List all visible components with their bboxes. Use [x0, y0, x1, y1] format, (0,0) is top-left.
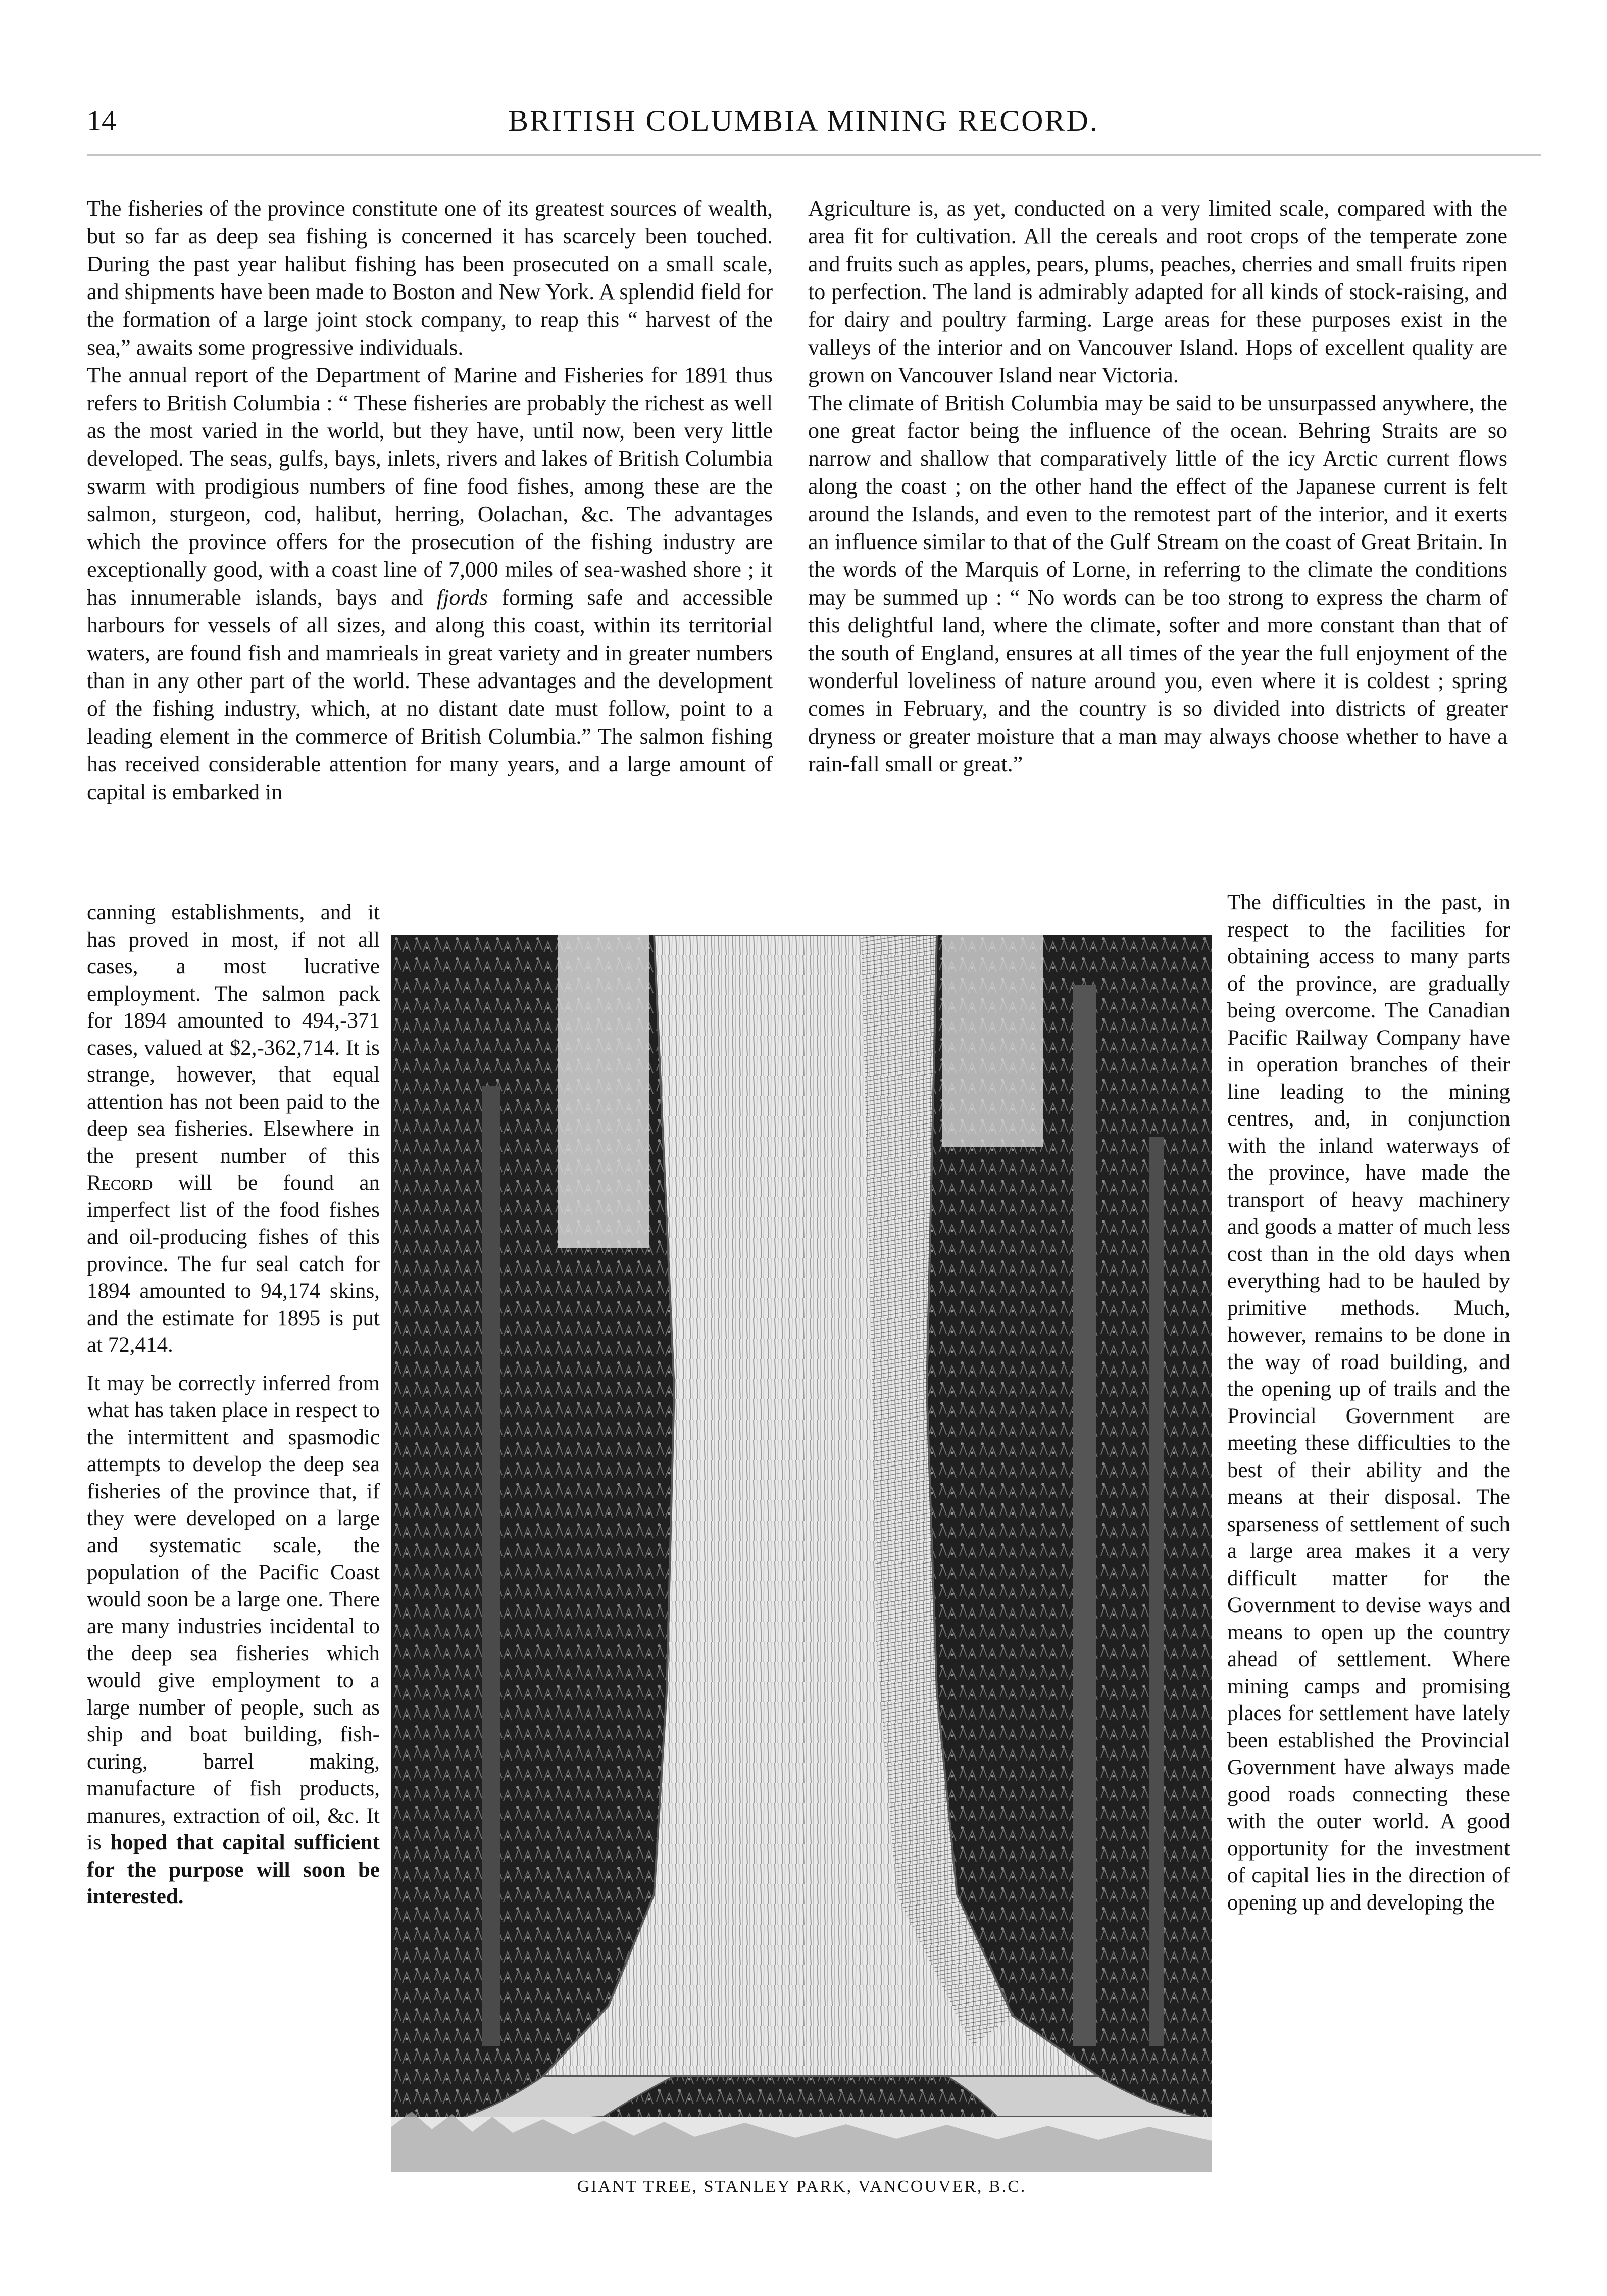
running-head: BRITISH COLUMBIA MINING RECORD. — [508, 104, 1099, 137]
canning-text-a: canning establishments, and it has proved in most, if not all cases, a most lucrative employment. The salmon pack for 1894 amounted to 494,-371 cases, valued at $2,-362,714. It is strange, however, that equal attention has not been paid to the deep sea fisheries. Elsewhere in the present number of this — [87, 901, 380, 1168]
page-header — [0, 104, 1607, 149]
figure-caption: GIANT TREE, STANLEY PARK, VANCOUVER, B.C. — [577, 2177, 1027, 2196]
record-word: Record — [87, 1171, 153, 1195]
annual-report-text-b: forming safe and accessible harbours for vessels of all sizes, and along this coast, within its territorial waters, are found fish and mamrieals in great variety and in greater numbers than in any other part of the world. These advantages and the development of the fishing industry, which, at no distant date must follow, point to a leading element in the commerce of British Columbia.” The salmon fishing has received considerable attention for many years, and a large amount of capital is embarked in — [87, 585, 773, 804]
annual-report-text-a: The annual report of the Department of Marine and Fisheries for 1891 thus refers to British Columbia : “ These fisheries are probably the richest as well as the most varied in the world, but they have, until now, been very little developed. The seas, gulfs, bays, inlets, rivers and lakes of British Columbia swarm with prodigious numbers of fine food fishes, among these are the salmon, sturgeon, cod, halibut, herring, Oolachan, &c. The advantages which the province offers for the prosecution of the fishing industry are exceptionally good, with a coast line of 7,000 miles of sea-washed shore ; it has innumerable islands, bays and — [87, 363, 773, 610]
agriculture-paragraph: Agriculture is, as yet, conducted on a very limited scale, compared with the area fit for cultivation. All the cereals and root crops of the temperate zone and fruits such as apples, pears, plums, peaches, cherries and small fruits ripen to perfection. The land is admirably adapted for all kinds of stock-raising, and for dairy and poultry farming. Large areas for these purposes exist in the valleys of the interior and on Vancouver Island. Hops of excellent quality are grown on Vancouver Island near Victoria. — [808, 196, 1508, 387]
narrow-right-column — [1227, 889, 1510, 1916]
difficulties-paragraph: The difficulties in the past, in respect to the facilities for obtaining access to many parts of the province, are gradually being overcome. The Canadian Pacific Railway Company have in operation branches of their line leading to the mining centres, and, in conjunction with the inland waterways of the province, have made the transport of heavy machinery and goods a matter of much less cost than in the old days when everything had to be hauled by primitive methods. Much, however, remains to be done in the way of road building, and the opening up of trails and the Provincial Government are meeting these difficulties to the best of their ability and the means at their disposal. The sparseness of settlement of such a large area makes it a very difficult matter for the Government to devise ways and means to open up the country ahead of settlement. Where mining camps and promising places for settlement have lately been established the Provincial Government have always made good roads connecting these with the outer world. A good opportunity for the investment of capital lies in the direction of opening up and developing the — [1227, 891, 1510, 1915]
right-column — [808, 194, 1508, 778]
fisheries-paragraph: The fisheries of the province constitute one of its greatest sources of wealth, but so far as deep sea fishing is concerned it has scarcely been touched. During the past year halibut fishing has been prosecuted on a small scale, and shipments have been made to Boston and New York. A splendid field for the formation of a large joint stock company, to reap this “ harvest of the sea,” awaits some progressive individuals. — [87, 196, 773, 360]
canning-paragraph — [87, 899, 380, 1359]
climate-paragraph: The climate of British Columbia may be said to be unsurpassed anywhere, the one great factor being the influence of the ocean. Behring Straits are so narrow and shallow that comparatively little of the icy Arctic current flows along the coast ; on the other hand the effect of the Japanese current is felt around the Islands, and even to the remotest part of the interior, and it exerts an influence similar to that of the Gulf Stream on the coast of Great Britain. In the words of the Marquis of Lorne, in referring to the climate the conditions may be summed up : “ No words can be too strong to express the charm of this delightful land, where the climate, softer and more constant than that of the south of England, ensures at all times of the year the full enjoyment of the wonderful loveliness of nature around you, even where it is coldest ; spring comes in February, and the country is so divided into districts of greater dryness or greater moisture that a man may always choose whether to have a rain-fall small or great.” — [808, 390, 1508, 776]
page-number: 14 — [87, 104, 116, 137]
annual-report-paragraph — [87, 361, 773, 806]
inferred-text-a: It may be correctly inferred from what has taken place in respect to the intermittent and spasmodic attempts to develop the deep sea fisheries of the province that, if they were developed on a large and systematic scale, the population of the Pacific Coast would soon be a large one. There are many industries incidental to the deep sea fisheries which would give employment to a large number of people, such as ship and boat building, fish-curing, barrel making, manufacture of fish products, manures, extraction of oil, &c. It is — [87, 1371, 380, 1854]
engraving-giant-tree-figure — [391, 935, 1212, 2172]
left-column — [87, 194, 773, 806]
fjords-word: fjords — [436, 585, 488, 610]
inferred-text-b: hoped that capital sufficient for the purpose will soon be interested. — [87, 1831, 380, 1909]
header-rule — [87, 154, 1541, 156]
inferred-paragraph — [87, 1370, 380, 1911]
narrow-left-column — [87, 899, 380, 1911]
canning-text-b: will be found an imperfect list of the food fishes and oil-producing fishes of this province. The fur seal catch for 1894 amounted to 94,174 skins, and the estimate for 1895 is put at 72,414. — [87, 1171, 380, 1357]
giant-tree-icon — [391, 935, 1212, 2172]
